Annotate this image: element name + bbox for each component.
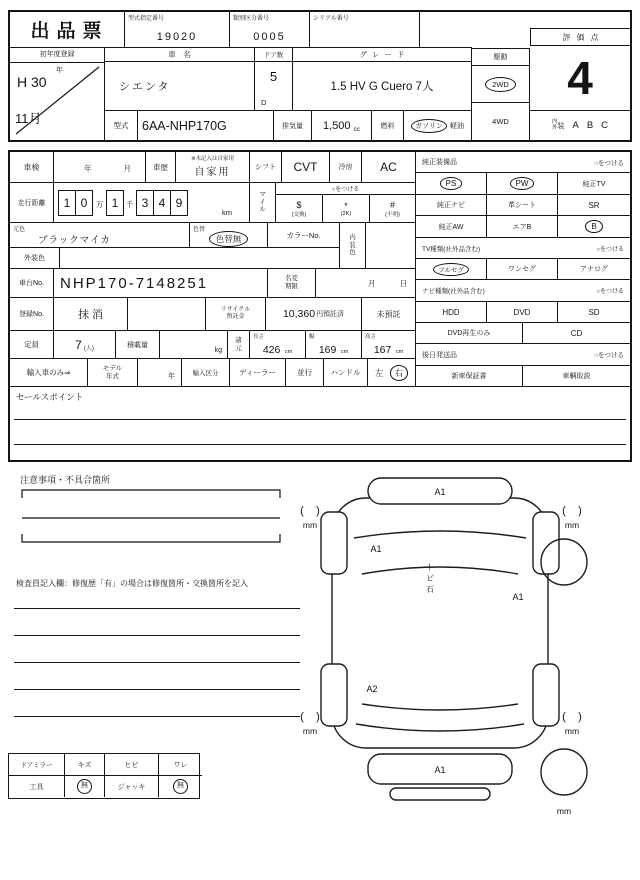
legend-kizu: キズ: [65, 754, 105, 776]
serial-number-cell: [310, 12, 420, 48]
writing-line-4: [14, 689, 300, 690]
mileage-cell: [54, 183, 250, 223]
legend-jack: ジャッキ: [105, 776, 159, 797]
tv-fullseg: フルセグ: [433, 263, 469, 276]
wheel-rear-right: [533, 664, 559, 726]
first-registration-month: 11月: [15, 111, 42, 126]
usage-note: ※未記入は自家用: [190, 156, 235, 162]
equipment-header: 純正装備品 ○をつける: [416, 152, 630, 173]
notes-title: 注意事項・不具合箇所: [20, 475, 111, 485]
not-deposited-cell: 未預託: [362, 298, 416, 331]
legend-tools: 工具: [9, 776, 65, 797]
drive-4wd-cell: [472, 103, 530, 140]
mileage-option-2k: * (2K): [323, 195, 370, 223]
regno-empty-cell: [128, 298, 206, 331]
base-color-label: 元色: [13, 227, 26, 233]
navi-type-header: ナビ種類(社外品含む) ○をつける: [416, 280, 630, 302]
color-change-label: 色替: [193, 227, 206, 233]
mileage-digit-6: 9: [170, 190, 188, 216]
class-number-cell: [230, 12, 310, 48]
interior-color-value-cell: [366, 223, 416, 269]
first-registration-year: H 30: [17, 74, 47, 90]
capacity-value-cell: [54, 331, 116, 359]
sales-point-line-1: [14, 419, 626, 420]
paren-top-left-close: ): [316, 505, 320, 517]
damage-label-front-bumper: A1: [434, 487, 446, 497]
later-shipment-header: 後日発送品 ○をつける: [416, 344, 630, 366]
model-year-unit: 年: [168, 373, 175, 380]
handle-right: 右: [390, 365, 409, 381]
displacement-unit: cc: [353, 126, 361, 133]
navi-dvd-cell: DVD: [487, 302, 558, 323]
mm-bottom-circle: mm: [556, 806, 572, 816]
tv-oneseg-cell: ワンセグ: [487, 259, 558, 280]
circle-note-2: ○をつける: [596, 246, 624, 253]
mile-label: マイル: [259, 190, 266, 214]
name-change-day: 日: [399, 279, 407, 288]
model-year-label: モデル年式: [102, 364, 123, 380]
doors-sub: D: [261, 98, 267, 107]
model-designation-cell: [125, 12, 230, 48]
width-cell: [306, 331, 362, 359]
windshield-top-line: [354, 531, 526, 538]
regno-value-cell: [54, 298, 128, 331]
warranty-cell: 新車保証書: [416, 366, 523, 387]
base-color-value: ブラックマイカ: [38, 235, 111, 246]
navi-hdd-cell: HDD: [416, 302, 487, 323]
interior-color-label: 内装色: [349, 233, 356, 257]
width-unit: cm: [340, 349, 349, 355]
windshield-bottom-line: [362, 567, 518, 574]
header-block: [8, 10, 632, 142]
equip-pw: PW: [510, 177, 535, 190]
height-unit: cm: [395, 349, 404, 355]
tread-circle-bottom-right: [541, 749, 587, 795]
capacity-value: 7: [75, 337, 82, 352]
class-number-value: 0005: [253, 31, 286, 43]
manual-cell: 車輌取説: [523, 366, 630, 387]
circle-note-4: ○をつける: [594, 352, 624, 359]
rear-lower-strip: [390, 788, 490, 800]
writing-line-2: [14, 635, 300, 636]
notes-bracket-area: [14, 486, 296, 554]
equip-leather-cell: 革シート: [487, 195, 558, 216]
tv-analog-cell: アナログ: [558, 259, 630, 280]
regno-label-cell: 登録No.: [10, 298, 54, 331]
equip-pw-cell: [487, 173, 558, 195]
sales-point-section: [10, 387, 630, 460]
color-change-value: 色替無: [209, 231, 249, 247]
chassis-label-cell: 車台No.: [10, 269, 54, 298]
paren-bottom-right-close: ): [578, 711, 582, 723]
model-value: 6AA-NHP170G: [142, 118, 227, 133]
mileage-label-cell: 走行距離: [10, 183, 54, 223]
mileage-digit-5: 4: [153, 190, 171, 216]
handle-side-cell: [368, 359, 416, 387]
dvd-play-cell: DVD再生のみ: [416, 323, 523, 344]
stone-chip-label-2: ビ: [426, 574, 434, 583]
stone-chip-label-3: 石: [426, 585, 434, 594]
width-label: 幅: [309, 334, 315, 340]
shaken-date-cell: [54, 152, 146, 183]
height-cell: [362, 331, 416, 359]
shift-value-cell: CVT: [282, 152, 330, 183]
mileage-digit-2: 0: [75, 190, 93, 216]
base-color-cell: [10, 223, 190, 248]
model-designation-value: 19020: [156, 31, 198, 43]
load-label-cell: 積載量: [116, 331, 160, 359]
cd-cell: CD: [523, 323, 630, 344]
length-value: 426: [262, 344, 281, 356]
equip-b-cell: [558, 216, 630, 238]
legend-tools-none: [65, 776, 105, 797]
paren-bottom-right-open: (: [562, 711, 566, 723]
legend-hibi: ヒビ: [105, 754, 159, 776]
cooling-value-cell: AC: [362, 152, 416, 183]
chassis-value-cell: [54, 269, 268, 298]
length-label: 長さ: [253, 334, 265, 340]
grade-value: 1.5 HV G Cuero 7人: [330, 81, 434, 93]
drive-2wd: 2WD: [485, 77, 516, 92]
name-change-label: 名変期限: [285, 275, 298, 290]
color-change-cell: [190, 223, 268, 248]
length-unit: cm: [284, 349, 293, 355]
form-title-cell: [10, 12, 125, 48]
usage-value: 自家用: [194, 167, 231, 178]
load-unit: kg: [214, 347, 222, 354]
tv-fullseg-cell: [416, 259, 487, 280]
mileage-option-unknown: # (不明): [370, 195, 416, 223]
fuel-cell: [404, 111, 472, 140]
doors-header: ドア数: [255, 48, 293, 62]
main-block: [8, 150, 632, 462]
sales-point-line-2: [14, 444, 626, 445]
length-cell: [250, 331, 306, 359]
name-change-month: 月: [368, 279, 376, 288]
header-spacer-cell: [420, 12, 472, 48]
paren-top-right-close: ): [578, 505, 582, 517]
equip-tv-cell: 純正TV: [558, 173, 630, 195]
equip-b: B: [585, 220, 602, 233]
damage-label-rear-bumper: A1: [434, 765, 446, 775]
usage-history-cell: [176, 152, 250, 183]
doors-cell: [255, 62, 293, 111]
wheel-front-left: [321, 512, 347, 574]
jack-none-circle: 無: [173, 779, 188, 794]
mileage-digit-3: 1: [106, 190, 124, 216]
mileage-unit: km: [222, 208, 232, 217]
grade-option-b: B: [586, 120, 594, 131]
damage-label-windshield: A1: [370, 544, 382, 554]
sales-point-label: セールスポイント: [16, 392, 84, 402]
width-value: 169: [318, 344, 337, 356]
interior-color-cell: [340, 223, 366, 269]
handle-left: 左: [374, 367, 384, 378]
tv-type-header: TV種類(社外品含む) ○をつける: [416, 238, 630, 259]
equip-ps: PS: [440, 177, 463, 190]
grade-option-c: C: [601, 120, 609, 131]
model-value-cell: [138, 111, 274, 140]
equip-aw-cell: 純正AW: [416, 216, 487, 238]
form-title: 出品票: [30, 21, 109, 42]
grade-cell: [293, 62, 472, 111]
color-no-cell: カラーNo.: [268, 223, 340, 248]
recycle-label: リサイクル預託金: [220, 306, 251, 320]
drive-2wd-cell: [472, 66, 530, 103]
first-registration-cell: [10, 48, 105, 140]
wheel-front-right: [533, 512, 559, 574]
recycle-deposit-cell: [266, 298, 362, 331]
handle-label-cell: ハンドル: [324, 359, 368, 387]
car-name-cell: [105, 62, 255, 111]
circle-note-3: ○をつける: [596, 289, 624, 295]
stone-chip-label-1: ト: [426, 563, 434, 572]
mile-label-cell: [250, 183, 276, 223]
height-label: 高さ: [365, 334, 377, 340]
car-name-value: シエンタ: [119, 81, 171, 93]
parallel-cell: 並行: [286, 359, 324, 387]
bracket-bottom-line: [22, 534, 280, 542]
writing-line-5: [14, 716, 300, 717]
paren-top-left-open: (: [300, 505, 304, 517]
model-year-cell: [88, 359, 138, 387]
writing-line-1: [14, 608, 300, 609]
bracket-top-line: [22, 490, 280, 498]
recycle-label-cell: [206, 298, 266, 331]
model-label-cell: 型式: [105, 111, 138, 140]
mileage-circle-note: ○をつける: [276, 183, 416, 195]
score-value: 4: [567, 52, 593, 104]
year-unit-label: 年: [56, 67, 63, 74]
fuel-gasoline: ガソリン: [411, 119, 447, 133]
mm-bottom-left: mm: [302, 726, 318, 736]
legend-box: [8, 753, 200, 799]
equip-ps-cell: [416, 173, 487, 195]
model-year-value-cell: [138, 359, 182, 387]
load-value-cell: [160, 331, 228, 359]
dealer-cell: ディーラー: [230, 359, 286, 387]
mileage-sen-label: 千: [126, 200, 134, 209]
equip-airbag-cell: エアB: [487, 216, 558, 238]
rear-window-top-line: [362, 704, 518, 710]
equip-sr-cell: SR: [558, 195, 630, 216]
name-change-cell: [268, 269, 316, 298]
paren-bottom-left-open: (: [300, 711, 304, 723]
regno-value: 抹消: [78, 309, 106, 321]
score-value-cell: [530, 46, 630, 111]
paren-top-right-open: (: [562, 505, 566, 517]
recycle-deposit-value: 10,360: [282, 308, 316, 320]
name-change-date-cell: [316, 269, 416, 298]
capacity-unit: (人): [83, 346, 94, 352]
paren-bottom-left-close: ): [316, 711, 320, 723]
shaken-month-label: 月: [123, 164, 131, 173]
displacement-value: 1,500: [322, 119, 351, 132]
writing-line-3: [14, 662, 300, 663]
inspector-note: 検査員記入欄：修復歴「有」の場合は修復箇所・交換箇所を記入: [16, 579, 248, 588]
exterior-color-value-cell: [60, 248, 340, 269]
damage-label-rear-left: A2: [366, 684, 378, 694]
height-value: 167: [373, 344, 392, 356]
score-label-box: 評価点: [530, 28, 630, 46]
history-label-cell: 車歴: [146, 152, 176, 183]
fuel-diesel: 軽油: [450, 122, 464, 130]
displacement-label-cell: 排気量: [274, 111, 312, 140]
mileage-option-exchange: $ (交換): [276, 195, 323, 223]
legend-jack-none: [159, 776, 202, 797]
interior-exterior-label: 内 外 装: [551, 118, 565, 131]
shaken-label-cell: 車検: [10, 152, 54, 183]
cooling-label-cell: 冷房: [330, 152, 362, 183]
rear-window-bottom-line: [356, 724, 524, 731]
serial-number-label: シリアル番号: [313, 16, 349, 22]
fuel-label-cell: 燃料: [372, 111, 404, 140]
doors-value: 5: [269, 69, 278, 84]
car-name-header: 車 名: [105, 48, 255, 62]
legend-doormirror: ドアミラー: [9, 754, 65, 776]
class-number-label: 類別区分番号: [233, 16, 270, 22]
displacement-cell: [312, 111, 372, 140]
equip-navi-cell: 純正ナビ: [416, 195, 487, 216]
navi-sd-cell: SD: [558, 302, 630, 323]
grade-header: グレード: [293, 48, 472, 62]
drive-header: 駆動: [472, 48, 530, 66]
grade-option-a: A: [572, 120, 579, 131]
tools-none-circle: 無: [77, 779, 92, 794]
vehicle-damage-diagram: [292, 466, 640, 880]
mileage-digit-4: 3: [136, 190, 154, 216]
model-designation-label: 型式指定番号: [128, 16, 165, 22]
damage-label-right-side: A1: [512, 592, 524, 602]
spec-label-cell: [228, 331, 250, 359]
interior-exterior-grade-row: [530, 111, 630, 140]
shaken-year-label: 年: [84, 164, 92, 173]
spec-label: 諸元: [235, 336, 242, 352]
circle-note-1: ○をつける: [594, 159, 624, 167]
shift-label-cell: シフト: [250, 152, 282, 183]
wheel-rear-left: [321, 664, 347, 726]
import-class-cell: 輸入区分: [182, 359, 230, 387]
mm-bottom-right: mm: [564, 726, 580, 736]
mm-top-left: mm: [302, 520, 318, 530]
legend-ware: ワレ: [159, 754, 202, 776]
mileage-digit-1: 1: [58, 190, 76, 216]
import-only-cell: 輸入車のみ⇒: [10, 359, 88, 387]
exterior-color-cell: 外装色: [10, 248, 60, 269]
first-registration-label: 初年度登録: [10, 48, 104, 63]
recycle-deposit-suffix: 円預託済: [316, 311, 345, 318]
mm-top-right: mm: [564, 520, 580, 530]
mileage-man-label: 万: [96, 200, 104, 209]
drive-4wd: 4WD: [492, 117, 509, 126]
capacity-label-cell: 定員: [10, 331, 54, 359]
chassis-value: NHP170-7148251: [60, 274, 209, 292]
